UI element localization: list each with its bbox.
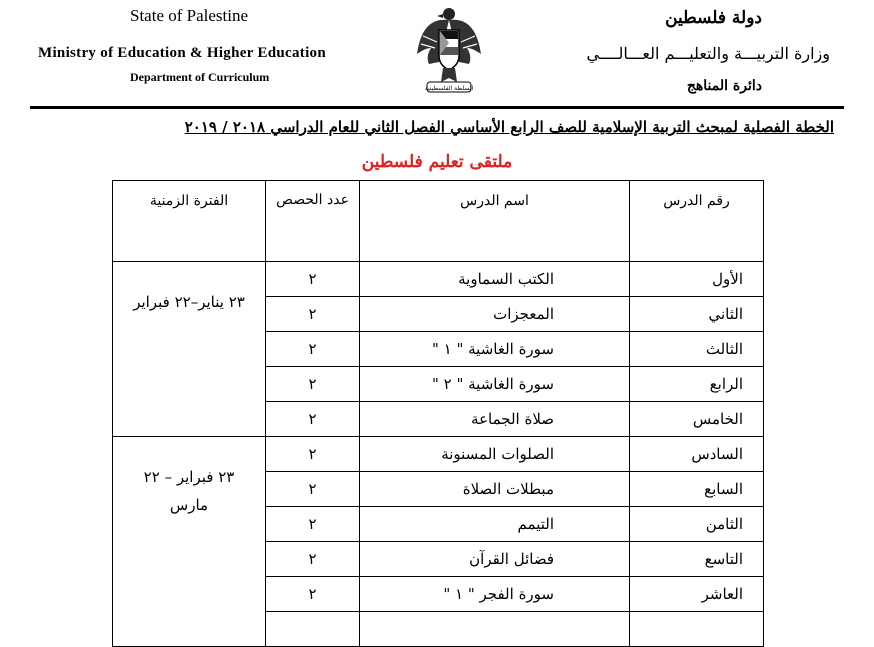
table-row [113, 262, 764, 297]
arabic-state-name: دولة فلسطين [665, 8, 762, 28]
timeframe-cell: ٢٣ فبراير – ٢٢ مارس [113, 437, 266, 647]
header-divider [30, 106, 844, 109]
period-count: ٢ [266, 542, 360, 577]
lesson-name: الصلوات المسنونة [360, 437, 630, 472]
header-timeframe: الفترة الزمنية [113, 181, 266, 262]
lesson-plan-table [112, 180, 764, 647]
english-department-name: Department of Curriculum [130, 70, 270, 84]
lesson-number: العاشر [630, 577, 764, 612]
document-title: الخطة الفصلية لمبحث التربية الإسلامية للصف الرابع الأساسي الفصل الثاني للعام الدراسي ٢٠١٨ / ٢٠١٩ [184, 118, 834, 136]
lesson-number: السادس [630, 437, 764, 472]
lesson-name: فضائل القرآن [360, 542, 630, 577]
lesson-name: التيمم [360, 507, 630, 542]
lesson-number: التاسع [630, 542, 764, 577]
period-count: ٢ [266, 332, 360, 367]
lesson-name: الكتب السماوية [360, 262, 630, 297]
period-count: ٢ [266, 262, 360, 297]
lesson-name: سورة الغاشية " ٢ " [360, 367, 630, 402]
lesson-name: المعجزات [360, 297, 630, 332]
lesson-number: الثالث [630, 332, 764, 367]
header-period-count: عدد الحصص [266, 181, 360, 262]
period-count: ٢ [266, 297, 360, 332]
lesson-number: الأول [630, 262, 764, 297]
arabic-department-name: دائرة المناهج [686, 78, 762, 94]
timeframe-cell: ٢٣ يناير–٢٢ فبراير [113, 262, 266, 437]
lesson-number: الرابع [630, 367, 764, 402]
table-header-row [113, 181, 764, 262]
lesson-name: مبطلات الصلاة [360, 472, 630, 507]
document-subtitle: ملتقى تعليم فلسطين [361, 152, 513, 172]
lesson-number: الثاني [630, 297, 764, 332]
period-count: ٢ [266, 402, 360, 437]
lesson-name: سورة الغاشية " ١ " [360, 332, 630, 367]
period-count: ٢ [266, 507, 360, 542]
svg-text:السلطة الفلسطينية: السلطة الفلسطينية [424, 85, 474, 92]
lesson-number: الخامس [630, 402, 764, 437]
header-lesson-name: اسم الدرس [360, 181, 630, 262]
lesson-name: سورة الفجر " ١ " [360, 577, 630, 612]
english-state-name: State of Palestine [130, 6, 249, 25]
palestinian-eagle-emblem [413, 2, 485, 98]
period-count: ٢ [266, 437, 360, 472]
english-ministry-name: Ministry of Education & Higher Education [38, 45, 326, 61]
table-row [113, 437, 764, 472]
lesson-number: الثامن [630, 507, 764, 542]
header-lesson-number: رقم الدرس [630, 181, 764, 262]
period-count: ٢ [266, 577, 360, 612]
lesson-number: السابع [630, 472, 764, 507]
arabic-ministry-name: وزارة التربيـــة والتعليـــم العـــالــــي [586, 44, 830, 63]
period-count: ٢ [266, 367, 360, 402]
lesson-name: صلاة الجماعة [360, 402, 630, 437]
period-count: ٢ [266, 472, 360, 507]
